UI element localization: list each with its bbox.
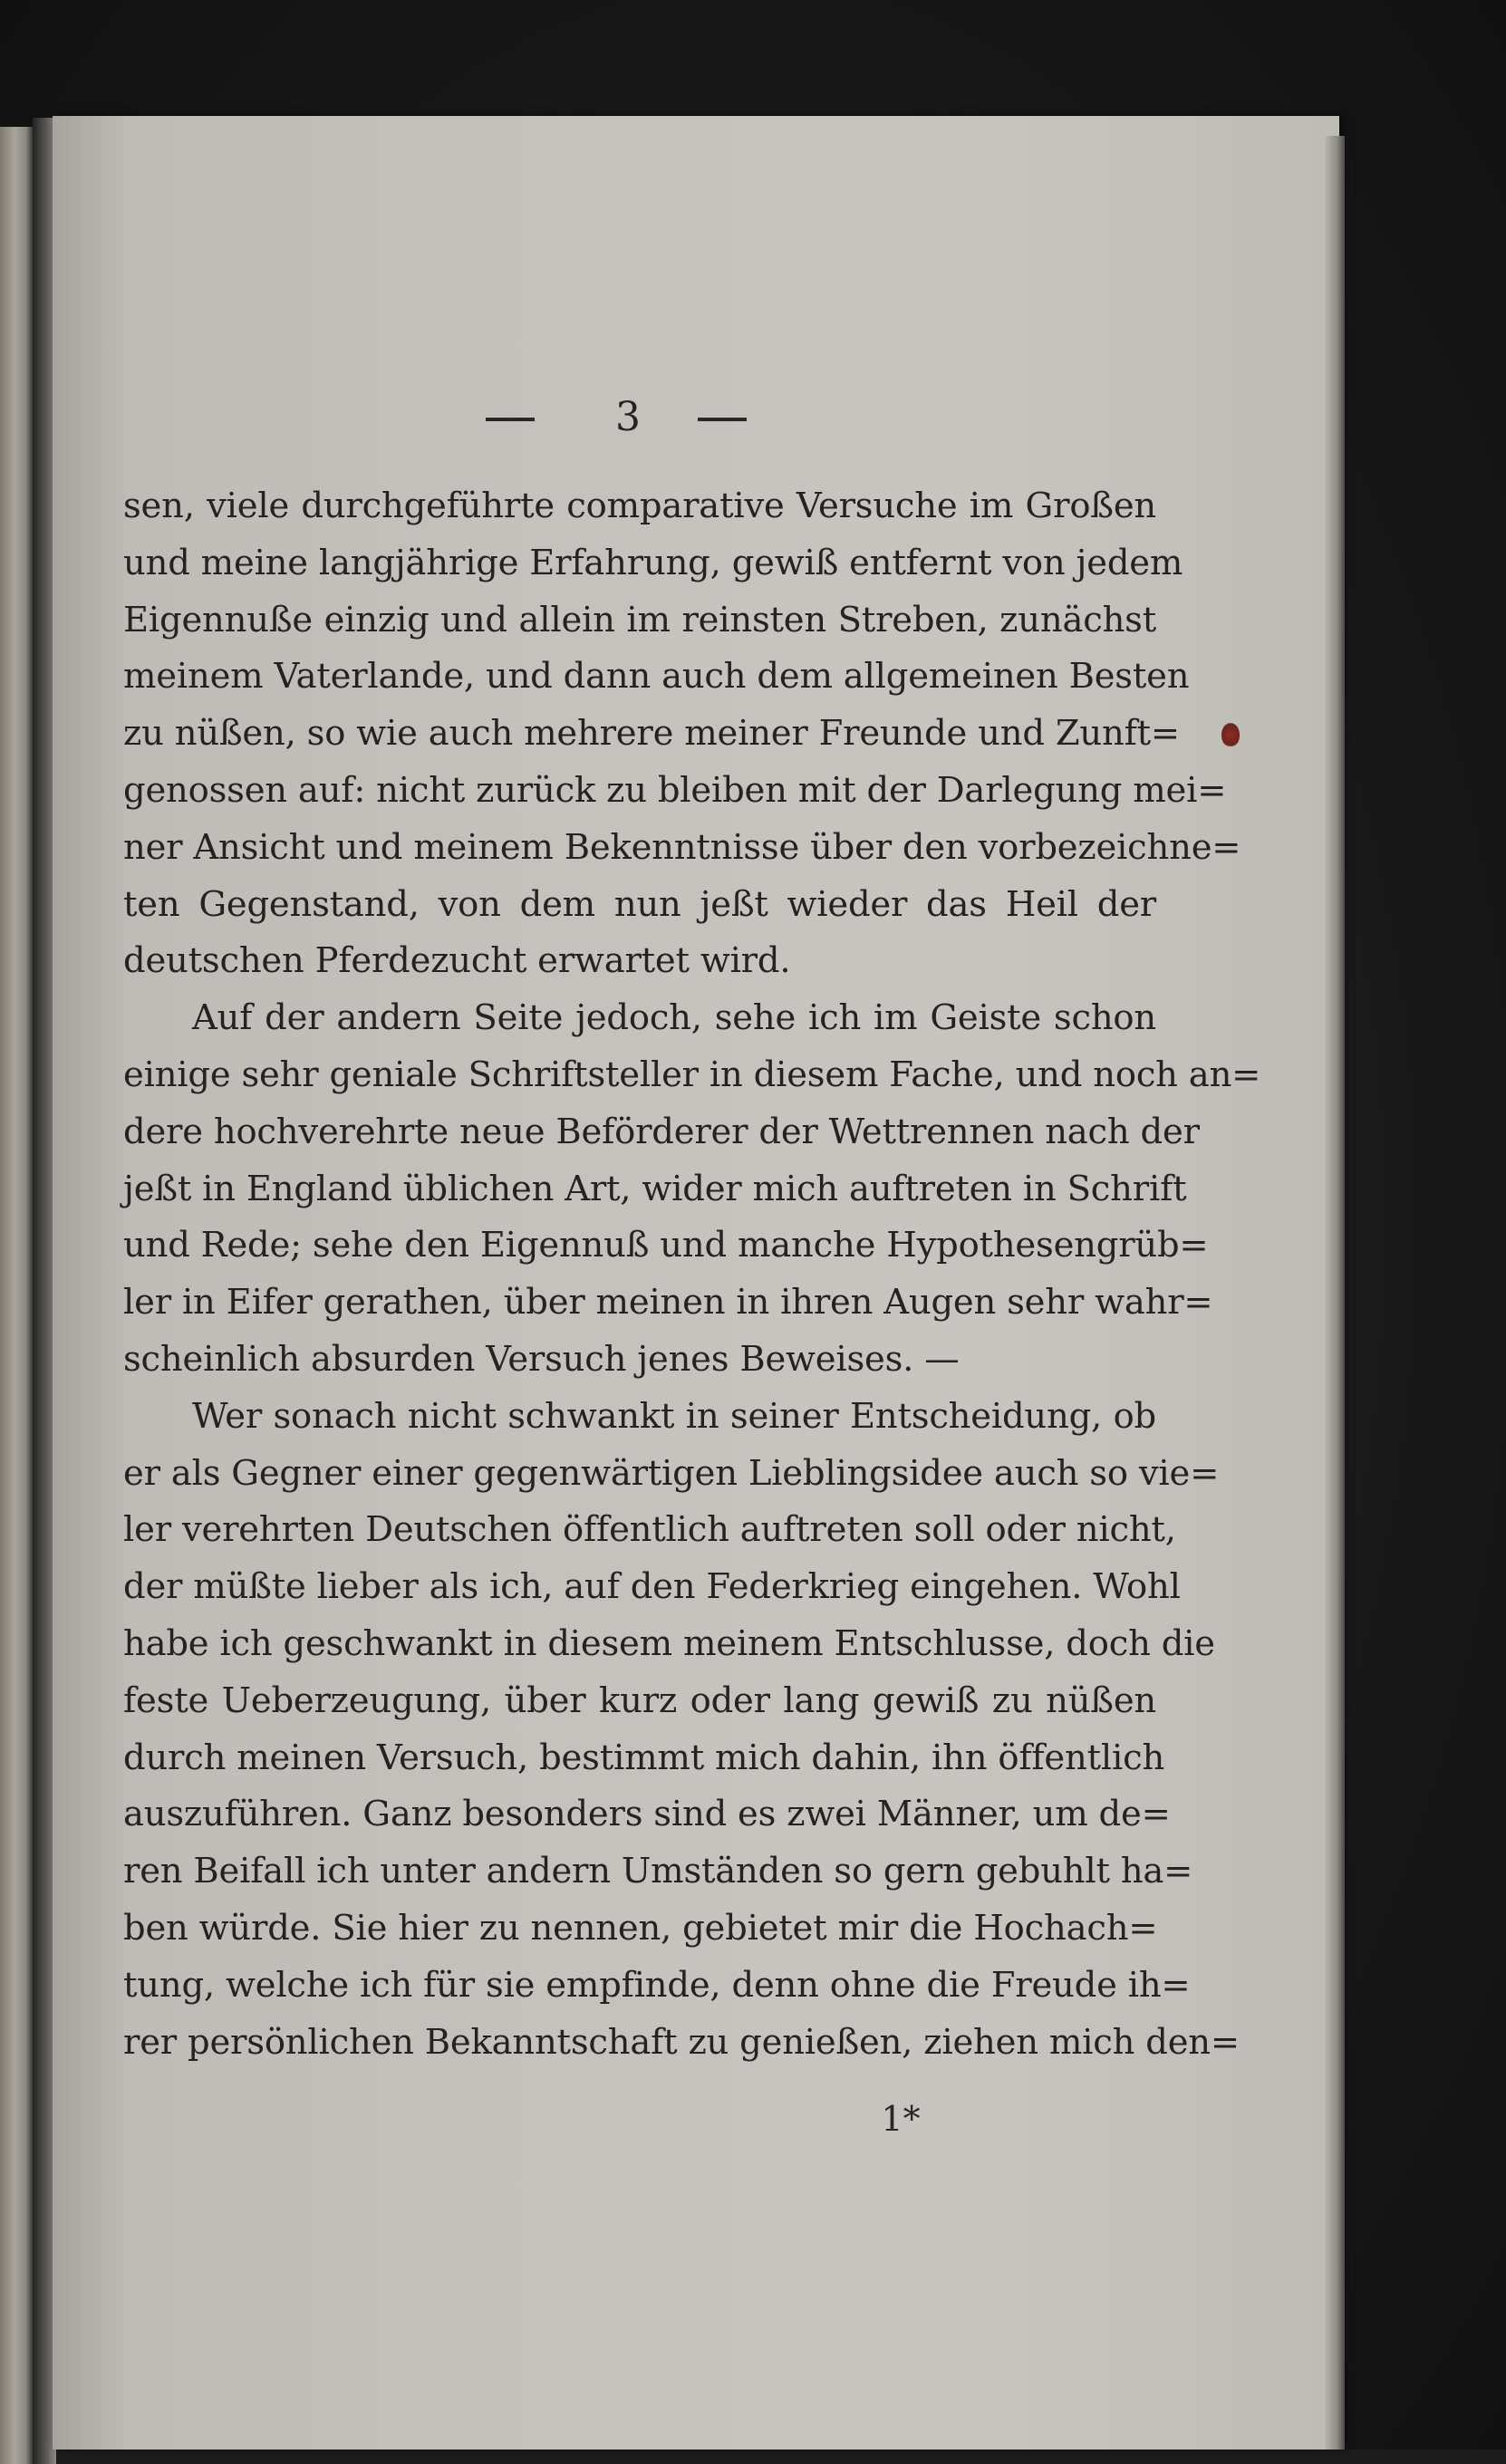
text-line: tung, welche ich für sie empfinde, denn ohne die Freude ih= bbox=[123, 1964, 1191, 2006]
page-header bbox=[53, 388, 1339, 451]
text-line: ten Gegenstand, von dem nun jeßt wieder das Heil der bbox=[123, 883, 1156, 925]
text-line: feste Ueberzeugung, über kurz oder lang gewiß zu nüßen bbox=[123, 1680, 1156, 1721]
text-line: dere hochverehrte neue Beförderer der Wettrennen nach der bbox=[123, 1111, 1200, 1152]
facing-page-edge bbox=[0, 127, 33, 2464]
page-fore-edge bbox=[1325, 136, 1345, 2450]
text-line: einige sehr geniale Schriftsteller in diesem Fache, und noch an= bbox=[123, 1054, 1261, 1095]
text-line: und Rede; sehe den Eigennuß und manche Hypothesengrüb= bbox=[123, 1225, 1209, 1266]
text-line: sen, viele durchgeführte comparative Versuche im Großen bbox=[123, 486, 1156, 526]
text-line-paragraph-end: scheinlich absurden Versuch jenes Beweises. — bbox=[123, 1338, 960, 1380]
text-line: der müßte lieber als ich, auf den Federkrieg eingehen. Wohl bbox=[123, 1566, 1181, 1608]
text-line: ben würde. Sie hier zu nennen, gebietet mir die Hochach= bbox=[123, 1907, 1158, 1949]
text-line: Eigennuße einzig und allein im reinsten Streben, zunächst bbox=[123, 599, 1156, 640]
text-line-paragraph-start: Wer sonach nicht schwankt in seiner Entscheidung, ob bbox=[192, 1395, 1156, 1437]
text-line: jeßt in England üblichen Art, wider mich auftreten in Schrift bbox=[123, 1168, 1187, 1209]
header-dash-left bbox=[486, 418, 535, 421]
text-line: auszuführen. Ganz besonders sind es zwei Männer, um de= bbox=[123, 1794, 1171, 1835]
book-page bbox=[53, 116, 1339, 2450]
page-number: 3 bbox=[615, 394, 641, 440]
text-line: und meine langjährige Erfahrung, gewiß entfernt von jedem bbox=[123, 542, 1183, 583]
text-line: ren Beifall ich unter andern Umständen so gern gebuhlt ha= bbox=[123, 1851, 1193, 1892]
text-line: ler verehrten Deutschen öffentlich auftreten soll oder nicht, bbox=[123, 1509, 1176, 1551]
body-text bbox=[123, 478, 1261, 2071]
header-dash-right bbox=[698, 418, 747, 421]
text-line-paragraph-end: deutschen Pferdezucht erwartet wird. bbox=[123, 940, 791, 982]
text-line: habe ich geschwankt in diesem meinem Entschlusse, doch die bbox=[123, 1622, 1215, 1664]
signature-mark: 1* bbox=[881, 2099, 921, 2139]
text-line: er als Gegner einer gegenwärtigen Lieblingsidee auch so vie= bbox=[123, 1452, 1220, 1494]
text-line: ler in Eifer gerathen, über meinen in ihren Augen sehr wahr= bbox=[123, 1282, 1213, 1323]
text-line: durch meinen Versuch, bestimmt mich dahin, ihn öffentlich bbox=[123, 1737, 1165, 1778]
text-line: ner Ansicht und meinem Bekenntnisse über den vorbezeichne= bbox=[123, 826, 1241, 868]
ink-stain bbox=[1221, 723, 1240, 746]
text-line-paragraph-start: Auf der andern Seite jedoch, sehe ich im Geiste schon bbox=[192, 997, 1156, 1039]
text-line: rer persönlichen Bekanntschaft zu genießen, ziehen mich den= bbox=[123, 2021, 1240, 2063]
text-line: zu nüßen, so wie auch mehrere meiner Freunde und Zunft= bbox=[123, 713, 1180, 755]
text-line: genossen auf: nicht zurück zu bleiben mit der Darlegung mei= bbox=[123, 769, 1227, 811]
text-line: meinem Vaterlande, und dann auch dem allgemeinen Besten bbox=[123, 656, 1190, 698]
